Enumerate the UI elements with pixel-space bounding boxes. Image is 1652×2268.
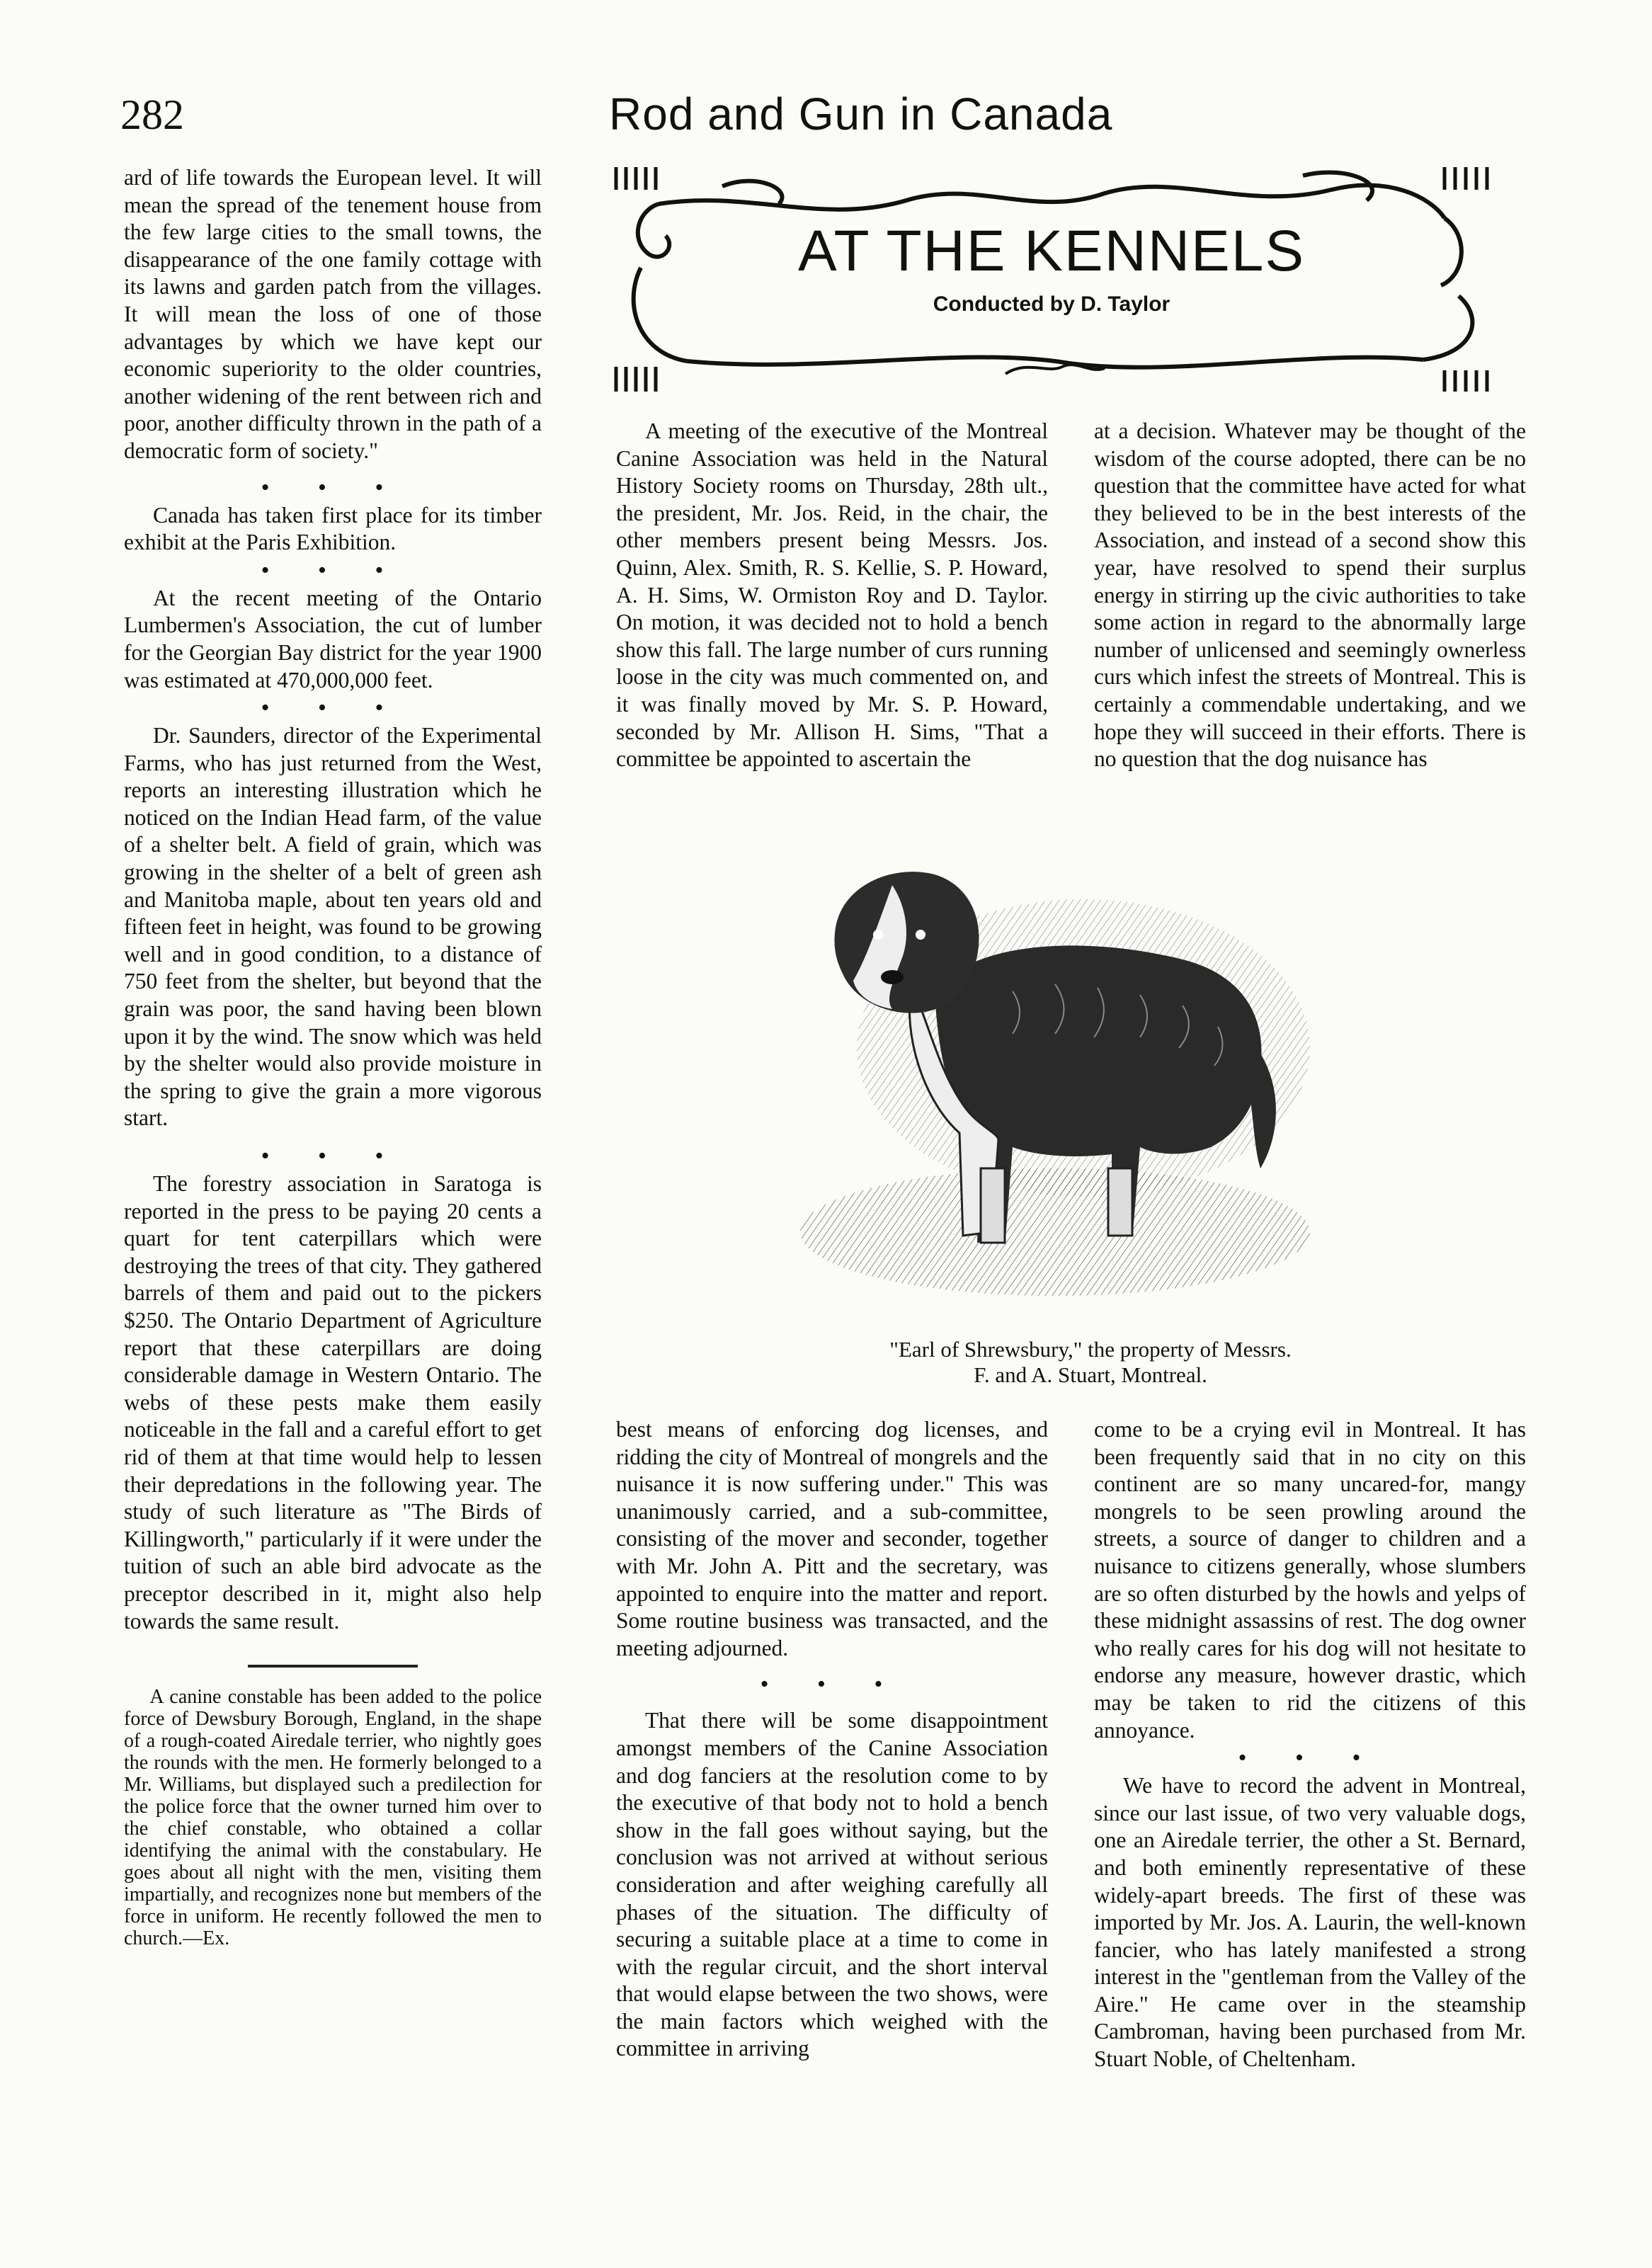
page-number: 282 (120, 91, 184, 138)
caption-line: "Earl of Shrewsbury," the property of Messrs. (889, 1337, 1292, 1362)
section-divider: • • • (261, 1143, 405, 1169)
paragraph: Canada has taken first place for its timber exhibit at the Paris Exhibition. (124, 502, 542, 555)
magazine-title: Rod and Gun in Canada (609, 89, 1113, 139)
paragraph: A canine constable has been added to the police force of Dewsbury Borough, England, in the shape of a rough-coated Airedale terrier, who nightly goes the rounds with the men. He formerly belonged to a Mr. Williams, but displayed such a predilection for the police force that the owner turned him over to the chief constable, who obtained a collar identifying the animal with the constabulary. He goes about all night with the men, visiting them impartially, and recognizes none but members of the force in uniform. He recently followed the men to church.—Ex. (124, 1686, 542, 1950)
middle-column-bottom (616, 1416, 1048, 2063)
caption-line: F. and A. Stuart, Montreal. (974, 1362, 1207, 1387)
paragraph: We have to record the advent in Montreal, since our last issue, of two very valuable dogs, one an Airedale terrier, the other a St. Bernard, and both eminently representative of these widely-apart breeds. The first of these was imported by Mr. Jos. A. Laurin, the well-known fancier, who has lately manifested a strong interest in the "gentleman from the Valley of the Aire." He came over in the steamship Cambroman, having been purchased from Mr. Stuart Noble, of Cheltenham. (1094, 1773, 1526, 2072)
section-divider: • • • (261, 695, 405, 722)
section-divider: • • • (261, 557, 405, 583)
divider-rule (248, 1665, 418, 1668)
middle-column-top (616, 418, 1048, 773)
section-divider: • • • (261, 474, 405, 501)
dog-illustration (786, 836, 1324, 1303)
paragraph: At the recent meeting of the Ontario Lumbermen's Association, the cut of lumber for the Georgian Bay district for the year 1900 was estimated at 470,000,000 feet. (124, 585, 542, 693)
paragraph: That there will be some disappointment amongst members of the Canine Association and dog fanciers at the resolution come to by the executive of that body not to hold a bench show in the fall goes without saying, but the conclusion was not arrived at without serious consideration and after weighing carefully all phases of the situation. The difficulty of securing a suitable place at a time to come in with the regular circuit, and the short interval that would elapse between the two shows, were the main factors which weighed with the committee in arriving (616, 1708, 1048, 2061)
paragraph: ard of life towards the European level. It will mean the spread of the tenement house from the few large cities to the small towns, the disappearance of the one family cottage with its lawns and garden patch from the villages. It will mean the loss of one of those advantages by which we have kept our economic superiority to the older countries, another widening of the rent between rich and poor, another difficulty thrown in the path of a democratic form of society." (124, 165, 542, 463)
section-divider: • • • (760, 1671, 904, 1698)
paragraph: come to be a crying evil in Montreal. It has been frequently said that in no city on this continent are so many uncared-for, mangy mongrels to be seen prowling around the streets, a source of danger to children and a nuisance to citizens generally, whose slumbers are so often disturbed by the howls and yelps of these midnight assassins of rest. The dog owner who really cares for his dog will not hesitate to endorse any measure, however drastic, which may be taken to rid the citizens of this annoyance. (1094, 1417, 1526, 1743)
section-banner (609, 161, 1494, 395)
paragraph: A meeting of the executive of the Montreal Canine Association was held in the Natural History Society rooms on Thursday, 28th ult., the president, Mr. Jos. Reid, in the chair, the other members present being Messrs. Jos. Quinn, Alex. Smith, R. S. Kellie, S. P. Howard, A. H. Sims, W. Ormiston Roy and D. Taylor. On motion, it was decided not to hold a bench show this fall. The large number of curs running loose in the city was much commented on, and it was finally moved by Mr. S. P. Howard, seconded by Mr. Allison H. Sims, "That a committee be appointed to ascertain the (616, 418, 1048, 772)
paragraph: best means of enforcing dog licenses, and ridding the city of Montreal of mongrels and the nuisance it is now suffering under." This was unanimously carried, and a sub-committee, consisting of the mover and seconder, together with Mr. John A. Pitt and the secretary, was appointed to enquire into the matter and report. Some routine business was transacted, and the meeting adjourned. (616, 1417, 1048, 1660)
paragraph: The forestry association in Saratoga is reported in the press to be paying 20 cents a quart for tent caterpillars which were destroying the trees of that city. They gathered barrels of them and paid out to the pickers $250. The Ontario Department of Agriculture report that these caterpillars are doing considerable damage in Western Ontario. The webs of these pests make them easily noticeable in the fall and a careful effort to get rid of them at that time would help to lessen their depredations in the following year. The study of such literature as "The Birds of Killingworth," particularly if it were under the tuition of such an able bird advocate as the preceptor described in it, might also help towards the same result. (124, 1171, 542, 1634)
section-byline: Conducted by D. Taylor (933, 292, 1170, 316)
paragraph: Dr. Saunders, director of the Experimental Farms, who has just returned from the West, reports an interesting illustration which he noticed on the Indian Head farm, of the value of a shelter belt. A field of grain, which was growing in the shelter of a belt of green ash and Manitoba maple, about ten years old and fifteen feet in height, was found to be growing well and in good condition, to a distance of 750 feet from the shelter, but beyond that the grain was poor, the sand having been blown upon it by the wind. The snow which was held by the shelter would also provide moisture in the spring to give the grain a more vigorous start. (124, 723, 542, 1131)
st-bernard-engraving (786, 836, 1324, 1303)
figure-caption (793, 1337, 1388, 1388)
right-column-bottom (1094, 1416, 1526, 2073)
section-title: AT THE KENNELS (797, 219, 1306, 283)
right-column-top (1094, 418, 1526, 773)
paragraph: at a decision. Whatever may be thought of the wisdom of the course adopted, there can be no question that the committee have acted for what they believed to be in the best interests of the Association, and instead of a second show this year, have resolved to spend their surplus energy in stirring up the civic authorities to take some action in regard to the abnormally large number of unlicensed and seemingly ownerless curs which infest the streets of Montreal. This is certainly a commendable undertaking, and we hope they will succeed in their efforts. There is no question that the dog nuisance has (1094, 418, 1526, 772)
left-column (124, 164, 542, 1949)
section-divider: • • • (1238, 1745, 1382, 1772)
